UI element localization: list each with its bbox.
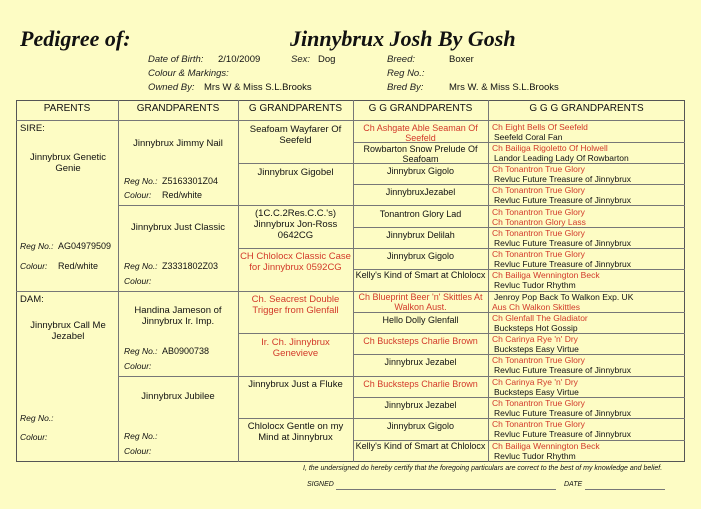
sire-name: Jinnybrux Genetic Genie [29, 152, 107, 174]
sex-label: Sex: [291, 54, 311, 65]
dam-reg-label: Reg No.: [20, 413, 54, 423]
col-divider [238, 100, 239, 462]
gg-grandparent-name: Ch Bucksteps Charlie Brown [363, 379, 478, 389]
grandparent-name: Jinnybrux Just Classic [131, 222, 225, 233]
grandparent-reg-label: Reg No.: [124, 261, 158, 271]
col-header-ggg-grandparents: G G G GRANDPARENTS [529, 103, 644, 114]
g-grandparent-name: Jinnybrux Gigobel [257, 167, 334, 178]
reg-label: Reg No.: [387, 68, 425, 79]
g-grandparent-name: Chlolocx Gentle on my Mind at Jinnybrux [247, 421, 344, 443]
ggg-grandparent-name: Revluc Future Treasure of Jinnybrux [494, 259, 632, 269]
grandparent-name: Jinnybrux Jubilee [141, 391, 215, 402]
dam-colour-label: Colour: [20, 432, 48, 442]
dob-value: 2/10/2009 [218, 54, 261, 65]
ggg-grandparent-name: Ch Carinya Rye 'n' Dry [492, 377, 578, 387]
row-divider [238, 163, 353, 164]
ggg-grandparent-name: Ch Bailiga Rigoletto Of Holwell [492, 143, 608, 153]
gg-grandparent-name: JinnybruxJezabel [385, 187, 456, 197]
breed-label: Breed: [387, 54, 415, 65]
row-divider [353, 397, 488, 398]
row-divider [238, 205, 353, 206]
row-divider [238, 291, 353, 292]
g-grandparent-name: (1C.C.2Res.C.C.'s) Jinnybrux Jon-Ross 0642CG [253, 208, 338, 241]
g-grandparent-name: Ir. Ch. Jinnybrux Genevieve [261, 337, 330, 359]
gg-grandparent-name: Jinnybrux Delilah [386, 230, 455, 240]
dam-label: DAM: [20, 294, 44, 305]
dam-name: Jinnybrux Call Me Jezabel [30, 320, 106, 342]
ggg-grandparent-name: Ch Tonantron True Glory [492, 228, 585, 238]
ggg-grandparent-name: Ch Tonantron True Glory [492, 185, 585, 195]
page-title: Pedigree of: [20, 26, 131, 51]
gg-grandparent-name: Jinnybrux Gigolo [386, 251, 455, 261]
gg-grandparent-name: Jinnybrux Gigolo [386, 421, 455, 431]
col-header-grandparents: GRANDPARENTS [136, 103, 220, 114]
ggg-grandparent-name: Bucksteps Easy Virtue [494, 344, 579, 354]
g-grandparent-name: Jinnybrux Just a Fluke [248, 379, 343, 390]
grandparent-reg-label: Reg No.: [124, 431, 158, 441]
date-line [585, 489, 665, 490]
ggg-grandparent-name: Landor Leading Lady Of Rowbarton [494, 153, 629, 163]
ggg-grandparent-name: Seefeld Coral Fan [494, 132, 563, 142]
row-divider [238, 376, 353, 377]
ggg-grandparent-name: Ch Tonantron True Glory [492, 355, 585, 365]
ggg-grandparent-name: Revluc Future Treasure of Jinnybrux [494, 238, 632, 248]
row-divider [353, 205, 488, 206]
col-header-g-grandparents: G GRANDPARENTS [248, 103, 343, 114]
row-divider [118, 376, 238, 377]
g-grandparent-name: CH Chlolocx Classic Case for Jinnybrux 0592CG [240, 251, 351, 273]
ggg-grandparent-name: Ch Tonantron True Glory [492, 164, 585, 174]
owned-value: Mrs W & Miss S.L.Brooks [204, 82, 312, 93]
sire-colour-value: Red/white [58, 261, 99, 271]
sire-colour-label: Colour: [20, 261, 48, 271]
col-divider [118, 100, 119, 462]
gg-grandparent-name: Jinnybrux Jezabel [384, 357, 457, 367]
g-grandparent-name: Seafoam Wayfarer Of Seefeld [249, 124, 342, 146]
row-divider [118, 205, 238, 206]
date-label: DATE [564, 481, 583, 488]
col-header-gg-grandparents: G G GRANDPARENTS [368, 103, 473, 114]
row-divider [353, 312, 488, 313]
gg-grandparent-name: Kelly's Kind of Smart at Chlolocx [355, 441, 486, 451]
parents-divider [16, 291, 118, 292]
gg-grandparent-name: Rowbarton Snow Prelude Of Seafoam [363, 144, 478, 164]
row-divider [238, 333, 353, 334]
gg-grandparent-name: Jinnybrux Jezabel [384, 400, 457, 410]
header-divider [16, 120, 685, 121]
grandparent-colour-label: Colour: [124, 446, 152, 456]
colour-markings-label: Colour & Markings: [148, 68, 229, 79]
gg-grandparent-name: Hello Dolly Glenfall [382, 315, 459, 325]
g-grandparent-name: Ch. Seacrest Double Trigger from Glenfall [251, 294, 340, 316]
row-divider [353, 248, 488, 249]
ggg-grandparent-name: Revluc Future Treasure of Jinnybrux [494, 195, 632, 205]
row-divider [238, 418, 353, 419]
gg-grandparent-name: Ch Bucksteps Charlie Brown [363, 336, 478, 346]
ggg-grandparent-name: Revluc Future Treasure of Jinnybrux [494, 365, 632, 375]
gg-grandparent-name: Jinnybrux Gigolo [386, 166, 455, 176]
ggg-grandparent-name: Revluc Future Treasure of Jinnybrux [494, 174, 632, 184]
ggg-grandparent-name: Ch Glenfall The Gladiator [492, 313, 588, 323]
ggg-grandparent-name: Revluc Tudor Rhythm [494, 451, 576, 461]
row-divider [353, 333, 488, 334]
ggg-grandparent-name: Bucksteps Hot Gossip [494, 323, 578, 333]
ggg-grandparent-name: Revluc Tudor Rhythm [494, 280, 576, 290]
col-divider [488, 100, 489, 462]
row-divider [353, 227, 488, 228]
ggg-grandparent-name: Jenroy Pop Back To Walkon Exp. UK [494, 292, 634, 302]
ggg-grandparent-name: Ch Bailiga Wennington Beck [492, 441, 600, 451]
ggg-grandparent-name: Revluc Future Treasure of Jinnybrux [494, 408, 632, 418]
row-divider [353, 376, 488, 377]
row-divider [353, 184, 488, 185]
grandparent-name: Handina Jameson of Jinnybrux Ir. Imp. [134, 305, 222, 327]
ggg-grandparent-name: Ch Tonantron True Glory [492, 249, 585, 259]
ggg-grandparent-name: Ch Carinya Rye 'n' Dry [492, 334, 578, 344]
bred-value: Mrs W. & Miss S.L.Brooks [449, 82, 559, 93]
gg-grandparent-name: Tonantron Glory Lad [379, 209, 462, 219]
ggg-grandparent-name: Ch Eight Bells Of Seefeld [492, 122, 588, 132]
signature-line [336, 489, 556, 490]
grandparent-reg-label: Reg No.: [124, 176, 158, 186]
owned-label: Owned By: [148, 82, 195, 93]
dob-label: Date of Birth: [148, 54, 204, 65]
row-divider [353, 418, 488, 419]
sire-reg-label: Reg No.: [20, 241, 54, 251]
bred-label: Bred By: [387, 82, 424, 93]
grandparent-reg-value: Z3331802Z03 [162, 261, 219, 271]
gg-grandparent-name: Ch Ashgate Able Seaman Of Seefeld [363, 123, 478, 143]
ggg-grandparent-name: Aus Ch Walkon Skittles [492, 302, 581, 312]
certification-text: I, the undersigned do hereby certify that the foregoing particulars are correct to the best of my knowledge and belief. [303, 465, 663, 472]
ggg-grandparent-name: Ch Tonantron Glory Lass [492, 217, 586, 227]
grandparent-reg-value: AB0900738 [162, 346, 210, 356]
ggg-grandparent-name: Ch Tonantron True Glory [492, 419, 585, 429]
col-divider [353, 100, 354, 462]
sire-label: SIRE: [20, 123, 45, 134]
col-header-parents: PARENTS [43, 103, 91, 114]
grandparent-name: Jinnybrux Jimmy Nail [133, 138, 223, 149]
signed-label: SIGNED [307, 481, 334, 488]
row-divider [353, 354, 488, 355]
ggg-grandparent-name: Ch Tonantron True Glory [492, 398, 585, 408]
gg-grandparent-name: Ch Blueprint Beer 'n' Skittles At Walkon Aust. [358, 292, 483, 312]
sex-value: Dog [318, 54, 336, 65]
row-divider [238, 248, 353, 249]
ggg-grandparent-name: Revluc Future Treasure of Jinnybrux [494, 429, 632, 439]
dog-name: Jinnybrux Josh By Gosh [290, 26, 516, 51]
grandparent-reg-label: Reg No.: [124, 346, 158, 356]
grandparent-colour-label: Colour: [124, 190, 152, 200]
row-divider [488, 205, 685, 206]
ggg-grandparent-name: Ch Tonantron True Glory [492, 207, 585, 217]
sire-reg-value: AG04979509 [58, 241, 112, 251]
grandparent-colour-label: Colour: [124, 276, 152, 286]
grandparent-colour-label: Colour: [124, 361, 152, 371]
grandparent-colour-value: Red/white [162, 190, 203, 200]
grandparent-reg-value: Z5163301Z04 [162, 176, 219, 186]
breed-value: Boxer [449, 54, 474, 65]
row-divider [118, 291, 238, 292]
ggg-grandparent-name: Bucksteps Easy Virtue [494, 387, 579, 397]
gg-grandparent-name: Kelly's Kind of Smart at Chlolocx [355, 270, 486, 280]
ggg-grandparent-name: Ch Bailiga Wennington Beck [492, 270, 600, 280]
